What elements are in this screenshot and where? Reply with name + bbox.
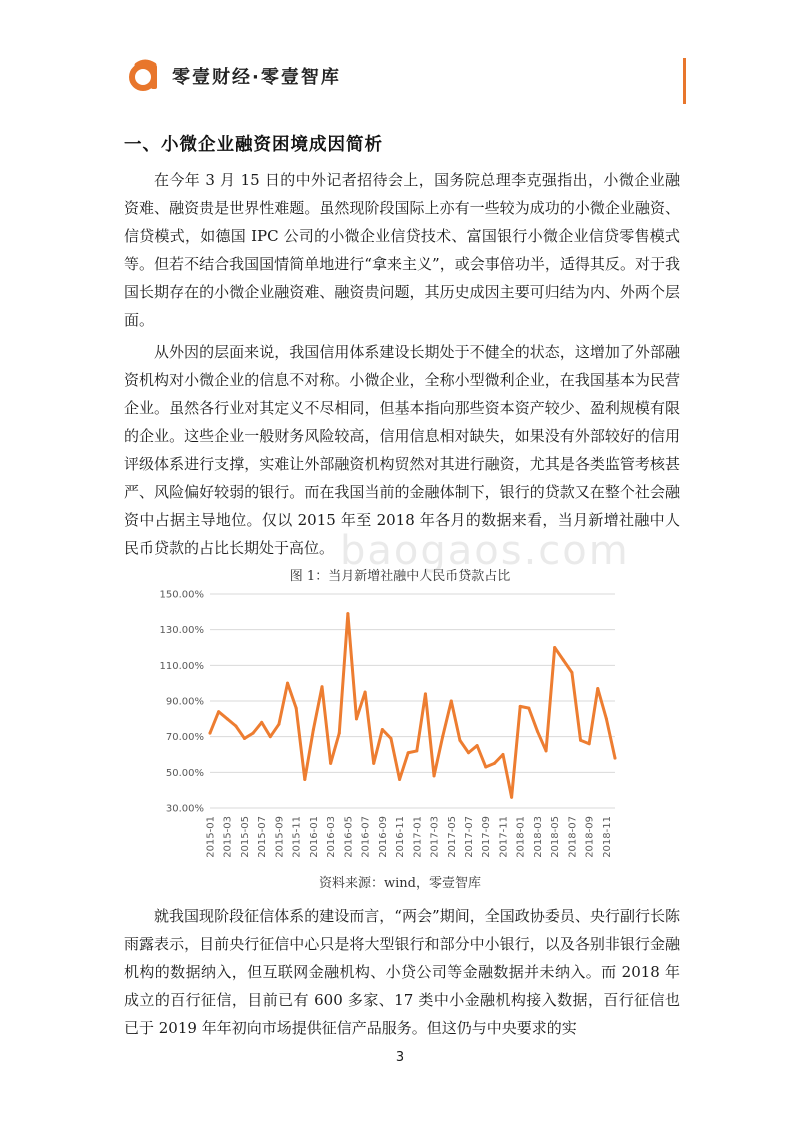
- data-point: [467, 751, 470, 754]
- data-point: [510, 796, 513, 799]
- data-point: [269, 735, 272, 738]
- data-point: [570, 671, 573, 674]
- page-number: 3: [395, 1050, 405, 1065]
- data-point: [553, 646, 556, 649]
- x-tick-label: 2016-01: [308, 816, 320, 858]
- data-point: [484, 765, 487, 768]
- x-tick-label: 2017-07: [464, 816, 476, 858]
- x-tick-label: 2017-05: [446, 816, 458, 858]
- x-tick-label: 2017-01: [412, 816, 424, 858]
- paragraph-1: 在今年 3 月 15 日的中外记者招待会上，国务院总理李克强指出，小微企业融资难、融资贵是世界性难题。虽然现阶段国际上亦有一些较为成功的小微企业融资、信贷模式，如德国 IPC 公司的小微企业信贷技术、富国银行小微企业信贷零售模式等。但若不结合我国国情简单地进行“拿来主义”，或会事倍功半，适得其反。对于我国长期存在的小微企业融资难、融资贵问题，其历史成因主要可归结为内、外两个层面。: [124, 171, 680, 329]
- y-tick-label: 110.00%: [159, 660, 204, 672]
- brand-name: 零壹财经·零壹智库: [172, 67, 341, 88]
- figure-caption: 图 1：当月新增社融中人民币贷款占比: [289, 569, 511, 584]
- x-tick-label: 2018-05: [550, 816, 562, 858]
- data-point: [450, 700, 453, 703]
- data-point: [234, 724, 237, 727]
- y-tick-label: 30.00%: [165, 803, 204, 815]
- data-point: [286, 682, 289, 685]
- data-point: [424, 692, 427, 695]
- data-point: [372, 762, 375, 765]
- x-tick-label: 2018-01: [515, 816, 527, 858]
- header: [128, 58, 341, 94]
- orange-a-logo-icon: [128, 59, 162, 93]
- data-point: [295, 707, 298, 710]
- data-point: [209, 732, 212, 735]
- x-tick-label: 2016-05: [343, 816, 355, 858]
- x-tick-label: 2017-03: [429, 816, 441, 858]
- x-tick-label: 2016-09: [377, 816, 389, 858]
- data-point: [476, 744, 479, 747]
- data-point: [346, 612, 349, 615]
- data-point: [355, 717, 358, 720]
- header-accent-bar: [683, 58, 686, 104]
- loan-share-line-chart: [150, 582, 640, 872]
- y-tick-label: 50.00%: [165, 767, 204, 779]
- y-tick-label: 150.00%: [159, 589, 204, 601]
- x-tick-label: 2016-07: [360, 816, 372, 858]
- data-point: [217, 710, 220, 713]
- x-tick-label: 2017-09: [481, 816, 493, 858]
- x-tick-label: 2015-09: [274, 816, 286, 858]
- section-title: 一、小微企业融资困境成因简析: [124, 135, 383, 155]
- data-point: [579, 739, 582, 742]
- data-point: [562, 658, 565, 661]
- data-point: [527, 707, 530, 710]
- x-tick-label: 2018-09: [584, 816, 596, 858]
- x-tick-label: 2018-03: [532, 816, 544, 858]
- data-point: [260, 721, 263, 724]
- data-point: [303, 778, 306, 781]
- data-point: [243, 737, 246, 740]
- data-point: [493, 762, 496, 765]
- x-tick-label: 2016-11: [395, 816, 407, 858]
- y-tick-label: 130.00%: [159, 625, 204, 637]
- data-point: [519, 705, 522, 708]
- data-point: [588, 742, 591, 745]
- y-tick-label: 70.00%: [165, 732, 204, 744]
- data-point: [458, 739, 461, 742]
- y-tick-label: 90.00%: [165, 696, 204, 708]
- x-tick-label: 2015-03: [222, 816, 234, 858]
- data-point: [252, 732, 255, 735]
- data-point: [226, 717, 229, 720]
- paragraph-3: 就我国现阶段征信体系的建设而言，“两会”期间，全国政协委员、央行副行长陈雨露表示，目前央行征信中心只是将大型银行和部分中小银行，以及各别非银行金融机构的数据纳入，但互联网金融机构、小贷公司等金融数据并未纳入。而 2018 年成立的百行征信，目前已有 600 多家、17 类中小金融机构接入数据，百行征信也已于 2019 年年初向市场提供征信产品服务。但这仍与中央要求的实: [124, 907, 680, 1037]
- data-point: [407, 751, 410, 754]
- x-tick-label: 2016-03: [326, 816, 338, 858]
- data-point: [605, 717, 608, 720]
- x-tick-label: 2017-11: [498, 816, 510, 858]
- series-line: [210, 614, 615, 798]
- x-tick-label: 2018-11: [601, 816, 613, 858]
- x-tick-label: 2015-05: [239, 816, 251, 858]
- data-point: [381, 728, 384, 731]
- data-point: [364, 691, 367, 694]
- data-point: [312, 728, 315, 731]
- data-point: [596, 687, 599, 690]
- data-point: [277, 723, 280, 726]
- data-point: [614, 757, 617, 760]
- data-point: [338, 732, 341, 735]
- paragraph-2: 从外因的层面来说，我国信用体系建设长期处于不健全的状态，这增加了外部融资机构对小微企业的信息不对称。小微企业，全称小型微利企业，在我国基本为民营企业。虽然各行业对其定义不尽相同，但基本指向那些资本资产较少、盈利规模有限的企业。这些企业一般财务风险较高，信用信息相对缺失，如果没有外部较好的信用评级体系进行支撑，实难让外部融资机构贸然对其进行融资，尤其是各类监管考核甚严、风险偏好较弱的银行。而在我国当前的金融体制下，银行的贷款又在整个社会融资中占据主导地位。仅以 2015 年至 2018 年各月的数据来看，当月新增社融中人民币贷款的占比长期处于高位。: [124, 343, 680, 557]
- x-tick-label: 2015-07: [257, 816, 269, 858]
- data-point: [389, 737, 392, 740]
- data-point: [398, 778, 401, 781]
- data-point: [415, 749, 418, 752]
- data-point: [433, 774, 436, 777]
- data-point: [321, 685, 324, 688]
- figure-source: 资料来源：wind，零壹智库: [319, 876, 481, 891]
- data-point: [545, 749, 548, 752]
- watermark: baogaos.com: [340, 528, 630, 574]
- x-tick-label: 2015-11: [291, 816, 303, 858]
- data-point: [329, 762, 332, 765]
- x-tick-label: 2015-01: [205, 816, 217, 858]
- data-point: [501, 753, 504, 756]
- data-point: [441, 735, 444, 738]
- data-point: [536, 730, 539, 733]
- x-tick-label: 2018-07: [567, 816, 579, 858]
